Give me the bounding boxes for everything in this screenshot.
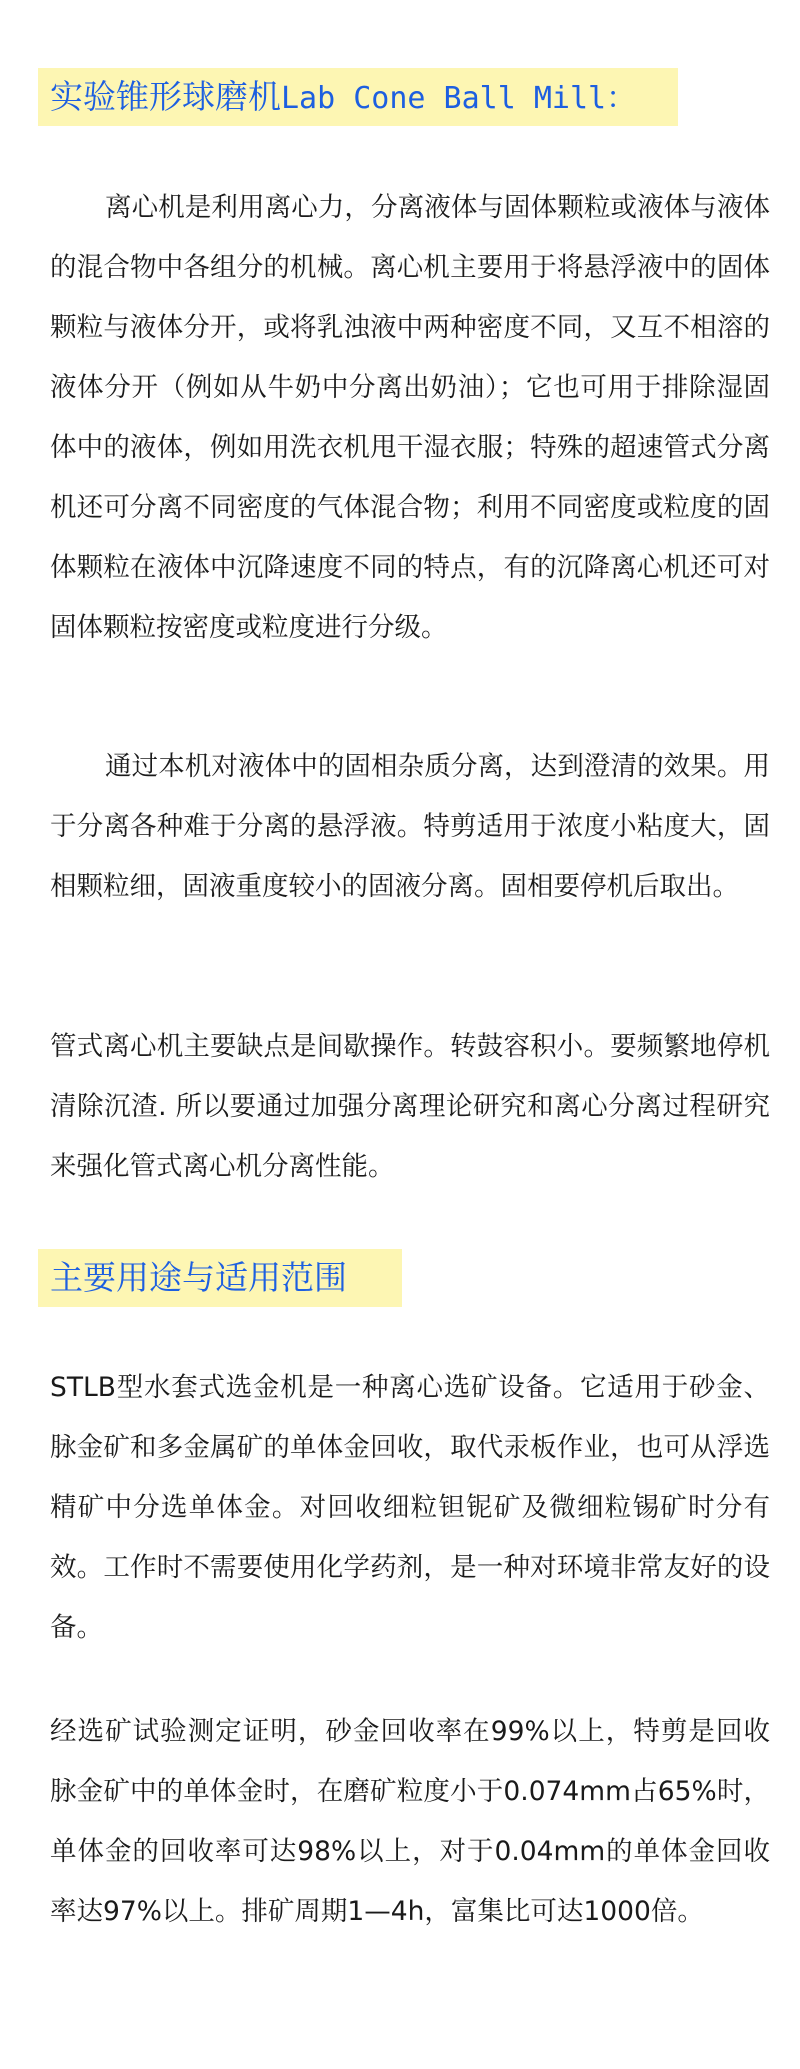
heading-title: 主要用途与适用范围 [50, 1258, 347, 1297]
heading-title-en: Lab Cone Ball Mill： [281, 81, 637, 116]
paragraph-stlb-gold-separator: STLB型水套式选金机是一种离心选矿设备。它适用于砂金、脉金矿和多金属矿的单体金回收，取代汞板作业，也可从浮选精矿中分选单体金。对回收细粒钽铌矿及微细粒锡矿时分有效。工作时不需要使用化学药剂，是一种对环境非常友好的设备。 [50, 1372, 770, 1643]
heading-title-cn: 实验锥形球磨机 [50, 77, 281, 116]
section-heading-main-uses [38, 1249, 402, 1307]
paragraph-tube-centrifuge-drawbacks: 管式离心机主要缺点是间歇操作。转鼓容积小。要频繁地停机清除沉渣. 所以要通过加强分离理论研究和离心分离过程研究来强化管式离心机分离性能。 [50, 1031, 770, 1182]
paragraph-solid-phase-separation: 通过本机对液体中的固相杂质分离，达到澄清的效果。用于分离各种难于分离的悬浮液。特剪适用于浓度小粘度大，固相颗粒细，固液重度较小的固液分离。固相要停机后取出。 [50, 751, 770, 902]
paragraph-centrifuge-intro: 离心机是利用离心力，分离液体与固体颗粒或液体与液体的混合物中各组分的机械。离心机主要用于将悬浮液中的固体颗粒与液体分开，或将乳浊液中两种密度不同，又互不相溶的液体分开（例如从牛奶中分离出奶油）；它也可用于排除湿固体中的液体，例如用洗衣机甩干湿衣服；特殊的超速管式分离机还可分离不同密度的气体混合物；利用不同密度或粒度的固体颗粒在液体中沉降速度不同的特点，有的沉降离心机还可对固体颗粒按密度或粒度进行分级。 [50, 192, 770, 643]
section-heading-lab-cone-ball-mill [38, 68, 678, 126]
paragraph-recovery-rate: 经选矿试验测定证明，砂金回收率在99%以上，特剪是回收脉金矿中的单体金时，在磨矿粒度小于0.074mm占65%时，单体金的回收率可达98%以上，对于0.04mm的单体金回收率达97%以上。排矿周期1—4h，富集比可达1000倍。 [50, 1716, 770, 1927]
